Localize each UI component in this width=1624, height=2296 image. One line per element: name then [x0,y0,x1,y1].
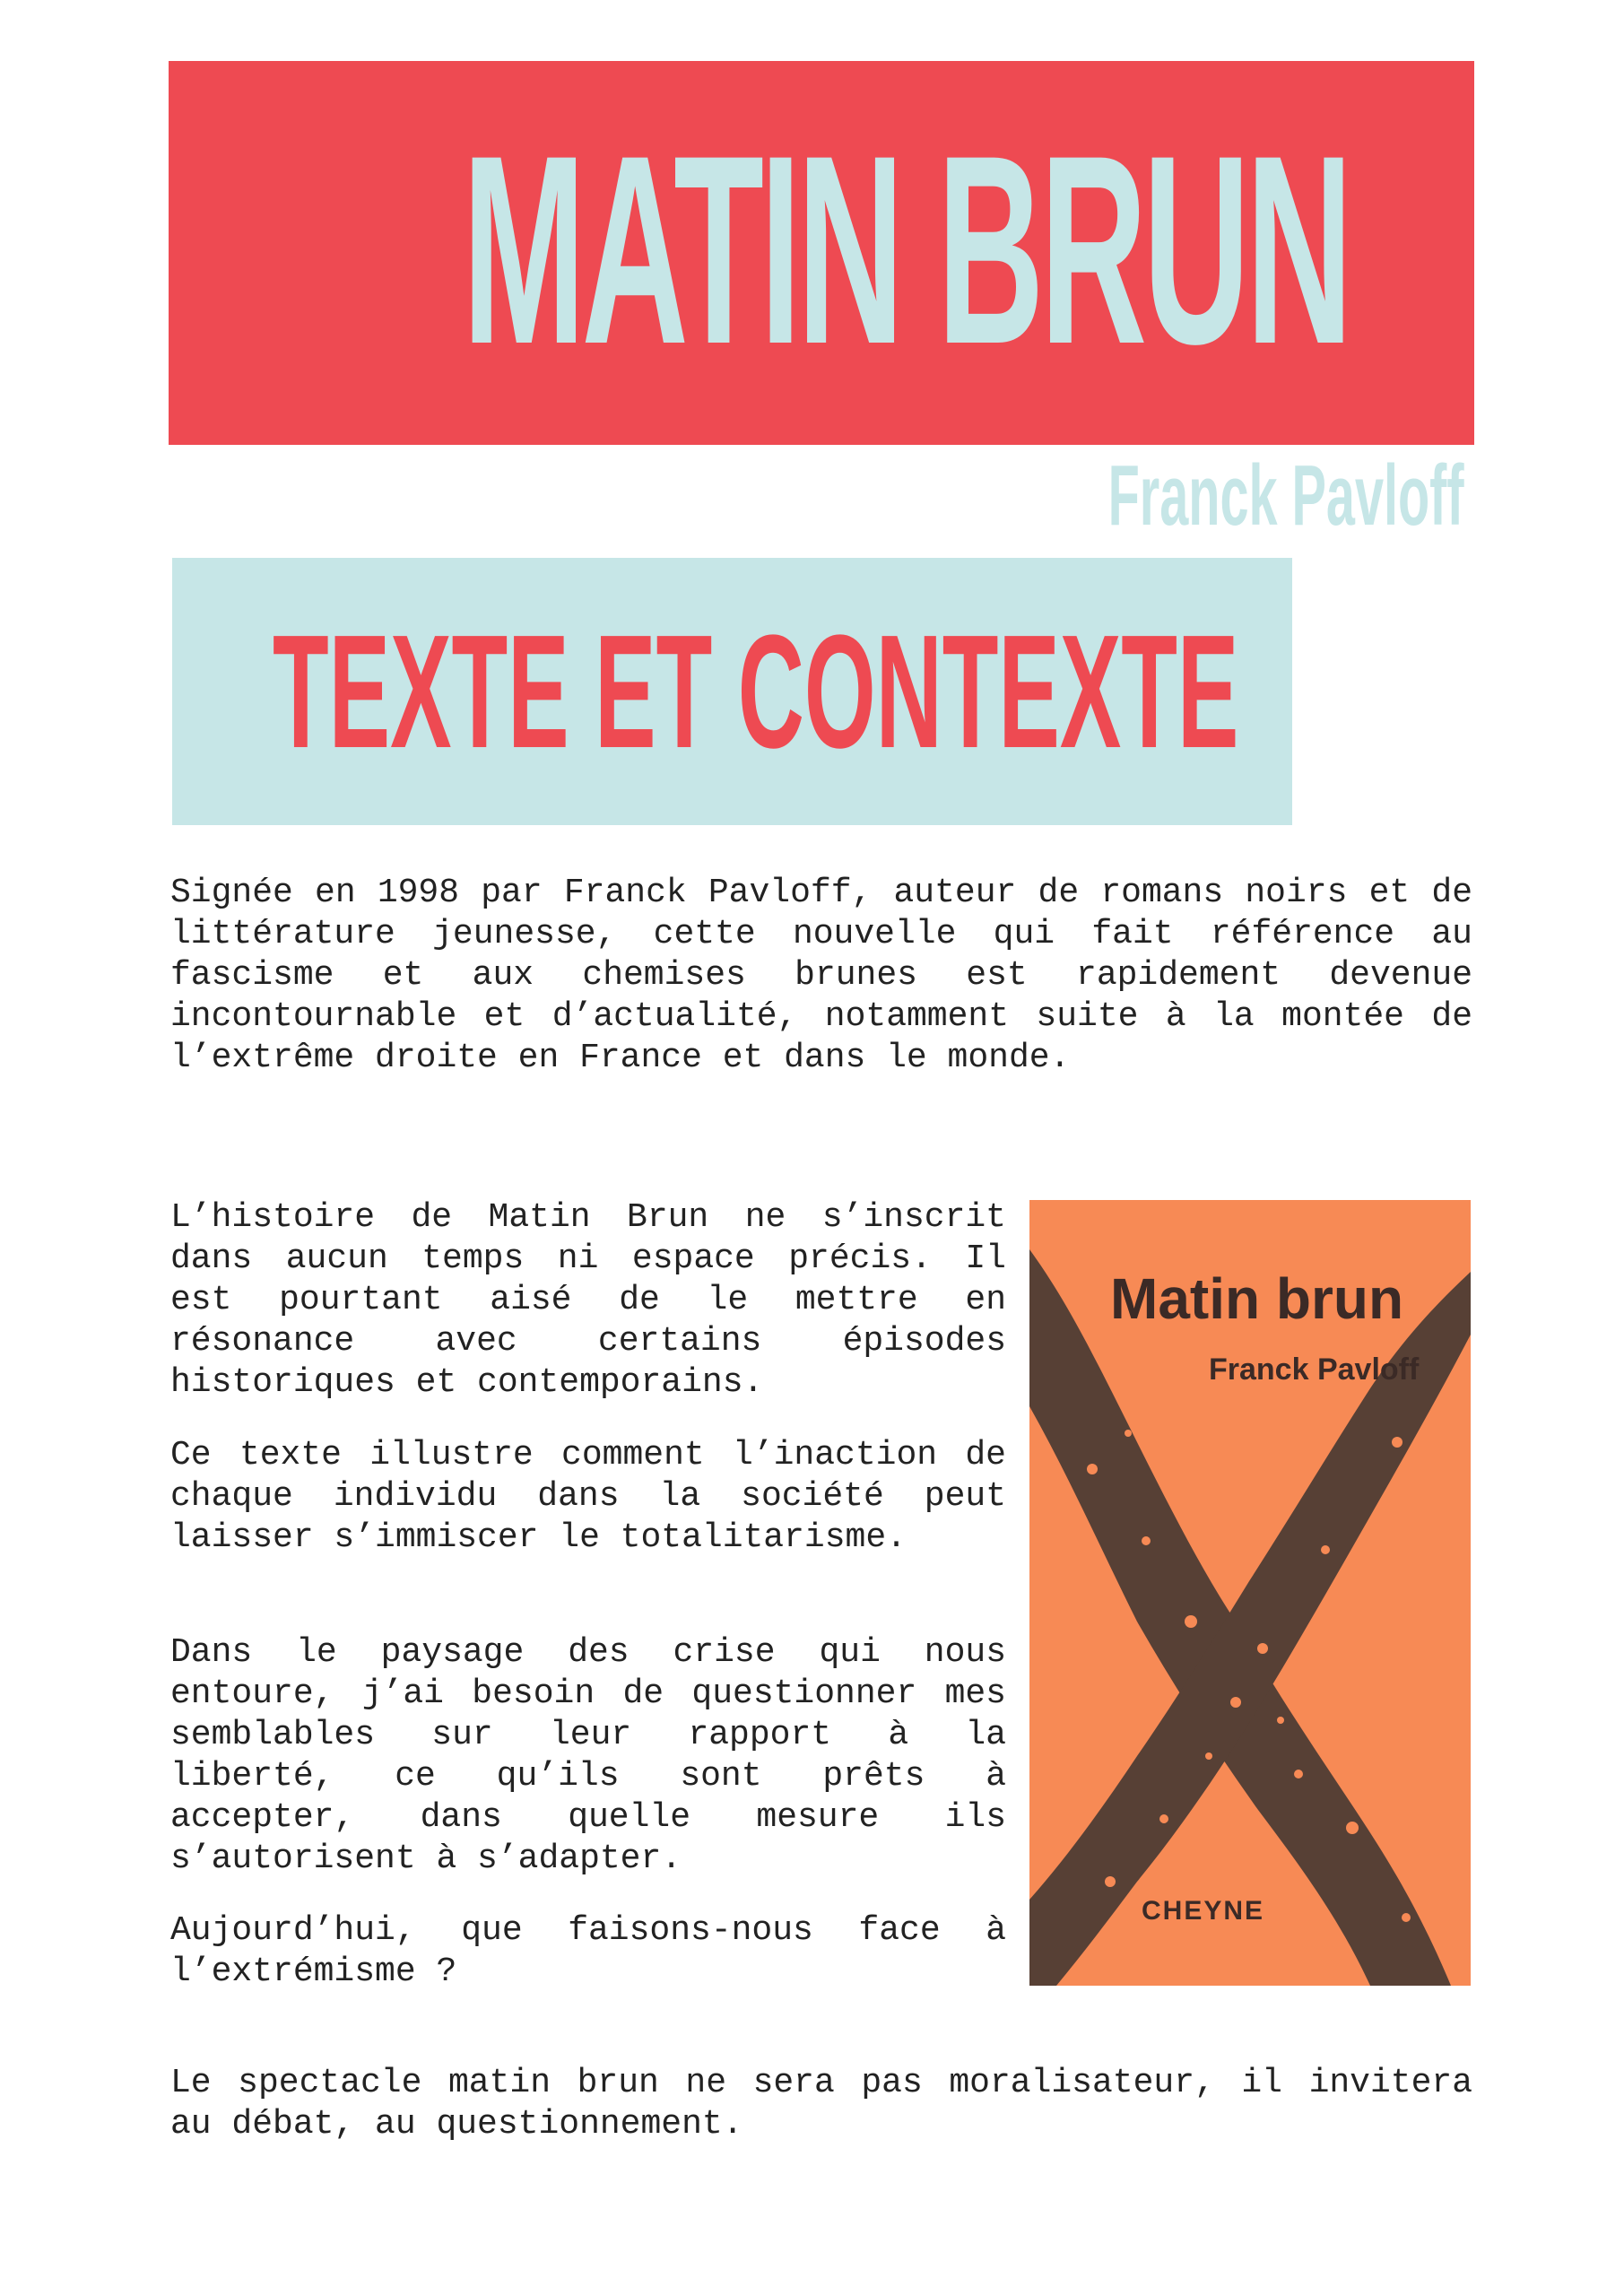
title-banner [169,61,1474,445]
body-paragraph-1: L’histoire de Matin Brun ne s’inscrit dans aucun temps ni espace précis. Il est pourtant aisé de le mettre en résonance avec certains épisodes historiques et contemporains. [170,1198,1006,1402]
body-paragraph-4: Aujourd’hui, que faisons-nous face à l’extrémisme ? [170,1911,1006,1991]
section-banner [172,558,1292,825]
cover-publisher: CHEYNE [1142,1896,1265,1926]
body-paragraph-2: Ce texte illustre comment l’inaction de chaque individu dans la société peut laisser s’immiscer le totalitarisme. [170,1436,1006,1557]
intro-paragraph: Signée en 1998 par Franck Pavloff, auteur de romans noirs et de littérature jeunesse, cette nouvelle qui fait référence au fascisme et aux chemises brunes est rapidement devenue incontournable et d’actualité, notamment suite à la montée de l’extrême droite en France et dans le monde. [170,874,1472,1077]
body-paragraph-3: Dans le paysage des crise qui nous entoure, j’ai besoin de questionner mes semblables sur leur rapport à la liberté, ce qu’ils sont prêts à accepter, dans quelle mesure ils s’autorisent à s’adapter. [170,1633,1006,1878]
author-name: Franck Pavloff [1108,448,1464,544]
page-title: MATIN BRUN [462,99,1350,400]
cover-title: Matin brun [1110,1266,1404,1331]
closing-paragraph: Le spectacle matin brun ne sera pas moralisateur, il invitera au débat, au questionnement. [170,2064,1472,2144]
cover-author: Franck Pavloff [1209,1352,1420,1387]
book-cover-image [1029,1200,1471,1986]
section-title: TEXTE ET CONTEXTE [273,602,1239,782]
